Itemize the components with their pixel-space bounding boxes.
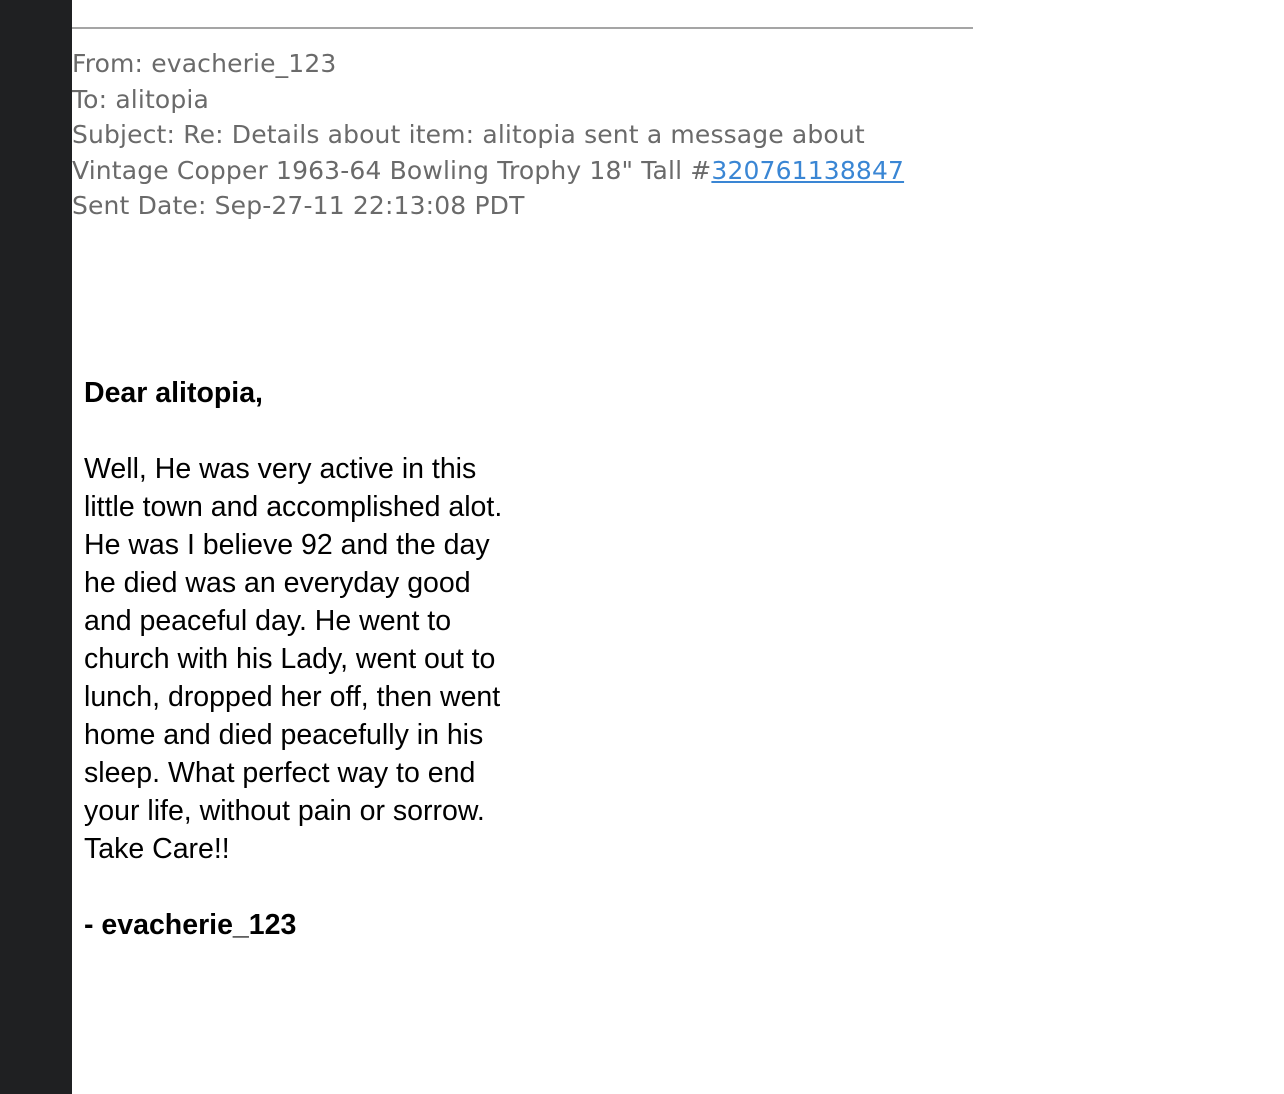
sent-date-line: [72, 188, 972, 224]
to-line: [72, 82, 972, 118]
subject-text-line-2: Vintage Copper 1963-64 Bowling Trophy 18" Tall #: [72, 155, 712, 185]
header-divider: [72, 27, 973, 29]
to-value: alitopia: [115, 84, 209, 114]
message-body: [84, 374, 524, 944]
left-sidebar-bar: [0, 0, 72, 1094]
message-signature: - evacherie_123: [84, 909, 297, 941]
email-header: [72, 46, 972, 224]
sent-date-label: Sent Date:: [72, 191, 207, 220]
subject-text-line-1: Re: Details about item: alitopia sent a message about: [183, 120, 865, 149]
subject-line-continued: [72, 153, 972, 189]
from-value: evacherie_123: [151, 49, 337, 78]
item-number-link[interactable]: 320761138847: [711, 155, 905, 185]
to-label: To:: [72, 84, 108, 114]
sent-date-value: Sep-27-11 22:13:08 PDT: [214, 191, 525, 220]
message-text: Well, He was very active in this little town and accomplished alot. He was I believe 92 and the day he died was an everyday good and peaceful day. He went to church with his Lady, went out to lunch, dropped her off, then went home and died peacefully in his sleep. What perfect way to end your life, without pain or sorrow. Take Care!!: [84, 453, 503, 865]
message-greeting: Dear alitopia,: [84, 377, 263, 409]
from-label: From:: [72, 49, 144, 78]
from-line: [72, 46, 972, 82]
subject-label: Subject:: [72, 120, 176, 149]
subject-line: [72, 117, 972, 153]
